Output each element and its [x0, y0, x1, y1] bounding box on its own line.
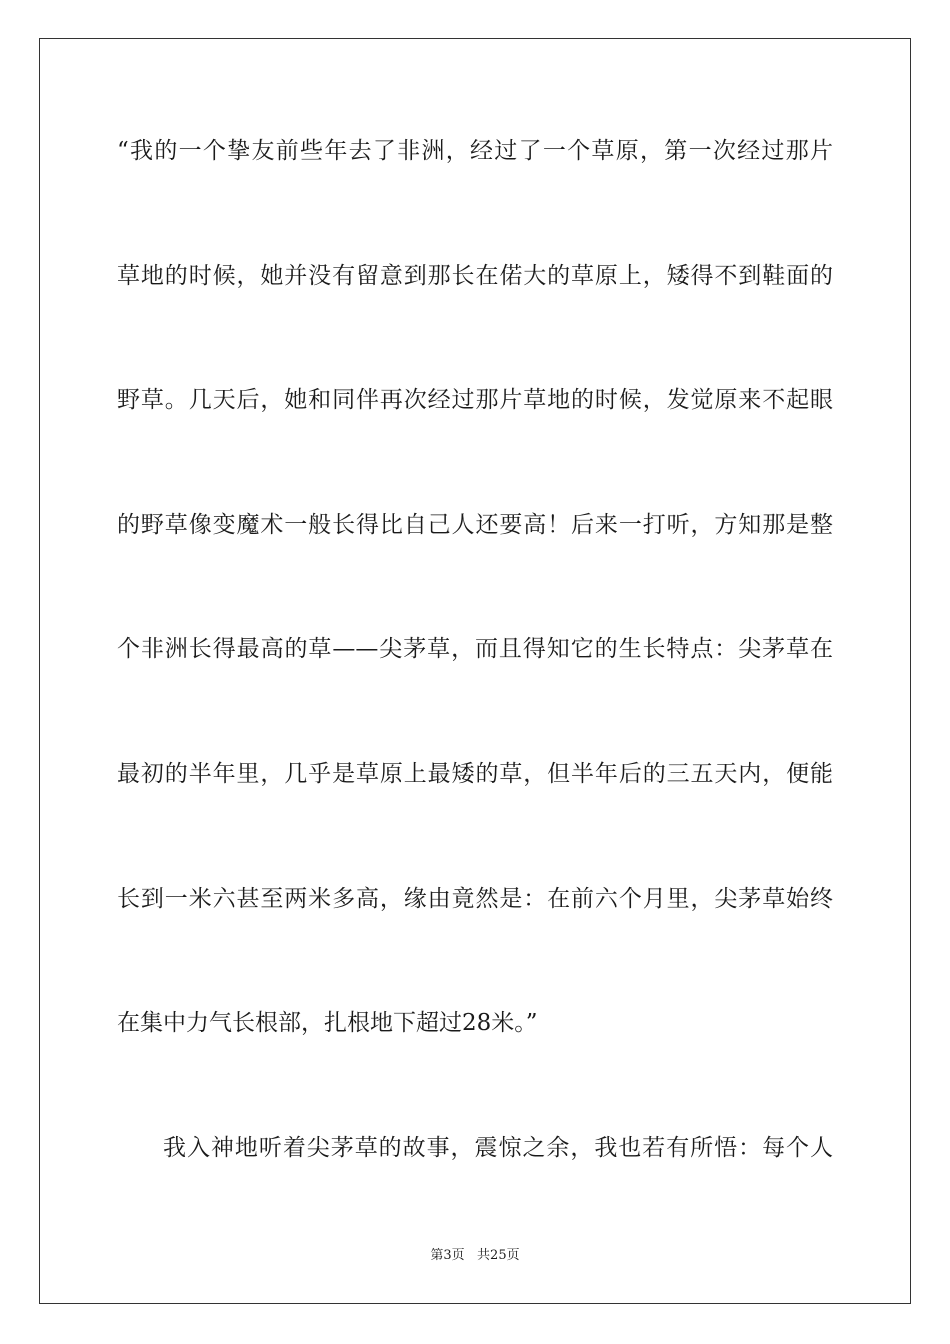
paragraph-line: 长到一米六甚至两米多高，缘由竟然是：在前六个月里，尖茅草始终	[117, 886, 833, 912]
page-number-footer: 第3页 共25页	[430, 1248, 520, 1263]
paragraph-line: 的野草像变魔术一般长得比自己人还要高！后来一打听，方知那是整	[117, 512, 833, 538]
paragraph-line: 草地的时候，她并没有留意到那长在偌大的草原上，矮得不到鞋面的	[117, 263, 833, 289]
paragraph-line: 最初的半年里，几乎是草原上最矮的草，但半年后的三五天内，便能	[117, 761, 833, 787]
paragraph-line: 我入神地听着尖茅草的故事，震惊之余，我也若有所悟：每个人	[163, 1135, 833, 1161]
paragraph-line: “我的一个挚友前些年去了非洲，经过了一个草原，第一次经过那片	[117, 138, 833, 164]
paragraph-line: 野草。几天后，她和同伴再次经过那片草地的时候，发觉原来不起眼	[117, 387, 833, 413]
paragraph-line: 在集中力气长根部，扎根地下超过28米。”	[117, 1010, 538, 1036]
paragraph-line: 个非洲长得最高的草——尖茅草，而且得知它的生长特点：尖茅草在	[117, 636, 833, 662]
page-border	[39, 38, 911, 1304]
